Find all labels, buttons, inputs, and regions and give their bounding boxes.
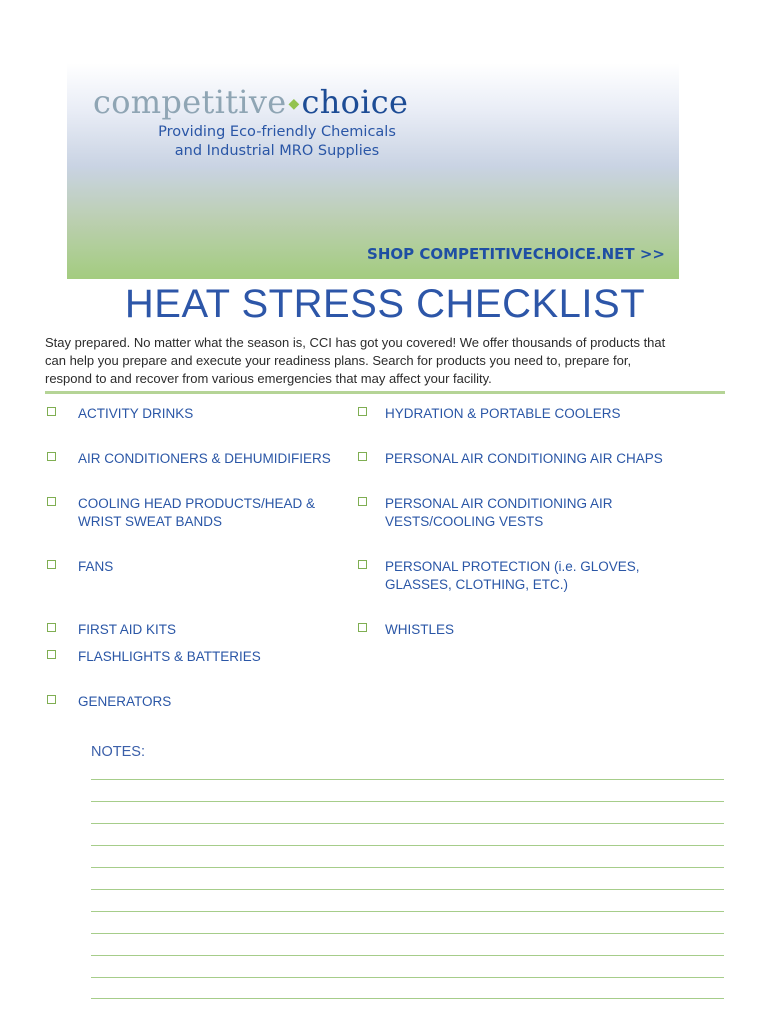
page-title: HEAT STRESS CHECKLIST bbox=[124, 282, 646, 326]
shop-link[interactable]: SHOP COMPETITIVECHOICE.NET >> bbox=[367, 245, 665, 263]
checklist-item-label: AIR CONDITIONERS & DEHUMIDIFIERS bbox=[78, 451, 331, 466]
checkbox[interactable] bbox=[358, 407, 367, 416]
notes-line[interactable] bbox=[91, 779, 724, 780]
checklist-item-label: PERSONAL PROTECTION (i.e. GLOVES, GLASSES, CLOTHING, ETC.) bbox=[385, 559, 640, 592]
checklist-item-label: FANS bbox=[78, 559, 114, 574]
checkbox[interactable] bbox=[47, 695, 56, 704]
tagline bbox=[117, 123, 437, 161]
notes-line[interactable] bbox=[91, 845, 724, 846]
intro-line-3: respond to and recover from various emergencies that may affect your facility. bbox=[45, 371, 492, 386]
checkbox[interactable] bbox=[47, 452, 56, 461]
notes-line[interactable] bbox=[91, 933, 724, 934]
notes-line[interactable] bbox=[91, 955, 724, 956]
notes-line[interactable] bbox=[91, 977, 724, 978]
checkbox[interactable] bbox=[47, 407, 56, 416]
checkbox[interactable] bbox=[358, 623, 367, 632]
checkbox[interactable] bbox=[358, 497, 367, 506]
checkbox[interactable] bbox=[47, 560, 56, 569]
notes-line[interactable] bbox=[91, 998, 724, 999]
checklist-item-label: FIRST AID KITS bbox=[78, 622, 177, 637]
checklist-item-label: WHISTLES bbox=[385, 622, 455, 637]
notes-line[interactable] bbox=[91, 889, 724, 890]
checkbox[interactable] bbox=[47, 497, 56, 506]
checklist-item-label: COOLING HEAD PRODUCTS/HEAD & WRIST SWEAT BANDS bbox=[78, 496, 316, 529]
notes-label: NOTES: bbox=[91, 744, 145, 760]
checklist-item-label: HYDRATION & PORTABLE COOLERS bbox=[385, 406, 621, 421]
notes-line[interactable] bbox=[91, 911, 724, 912]
tagline-line-2: and Industrial MRO Supplies bbox=[174, 143, 380, 159]
checklist-item-label: FLASHLIGHTS & BATTERIES bbox=[78, 649, 261, 664]
notes-line[interactable] bbox=[91, 867, 724, 868]
checkbox[interactable] bbox=[47, 650, 56, 659]
notes-line[interactable] bbox=[91, 801, 724, 802]
logo-word-choice: choice bbox=[301, 83, 409, 121]
logo-word-competitive: competitive bbox=[93, 83, 287, 121]
notes-line[interactable] bbox=[91, 823, 724, 824]
checkbox[interactable] bbox=[358, 452, 367, 461]
section-divider bbox=[45, 391, 725, 394]
intro-paragraph bbox=[45, 334, 725, 388]
checklist-item-label: PERSONAL AIR CONDITIONING AIR VESTS/COOLING VESTS bbox=[385, 496, 613, 529]
logo-dot-icon: ◆ bbox=[288, 96, 300, 112]
intro-line-2: can help you prepare and execute your readiness plans. Search for products you need to, prepare for, bbox=[45, 353, 632, 368]
checkbox[interactable] bbox=[358, 560, 367, 569]
intro-line-1: Stay prepared. No matter what the season is, CCI has got you covered! We offer thousands of products that bbox=[45, 335, 666, 350]
tagline-line-1: Providing Eco-friendly Chemicals bbox=[158, 124, 396, 140]
header-banner bbox=[67, 63, 679, 279]
checkbox[interactable] bbox=[47, 623, 56, 632]
company-logo bbox=[93, 83, 408, 121]
checklist-item-label: GENERATORS bbox=[78, 694, 172, 709]
checklist-item-label: ACTIVITY DRINKS bbox=[78, 406, 194, 421]
checklist-item-label: PERSONAL AIR CONDITIONING AIR CHAPS bbox=[385, 451, 663, 466]
